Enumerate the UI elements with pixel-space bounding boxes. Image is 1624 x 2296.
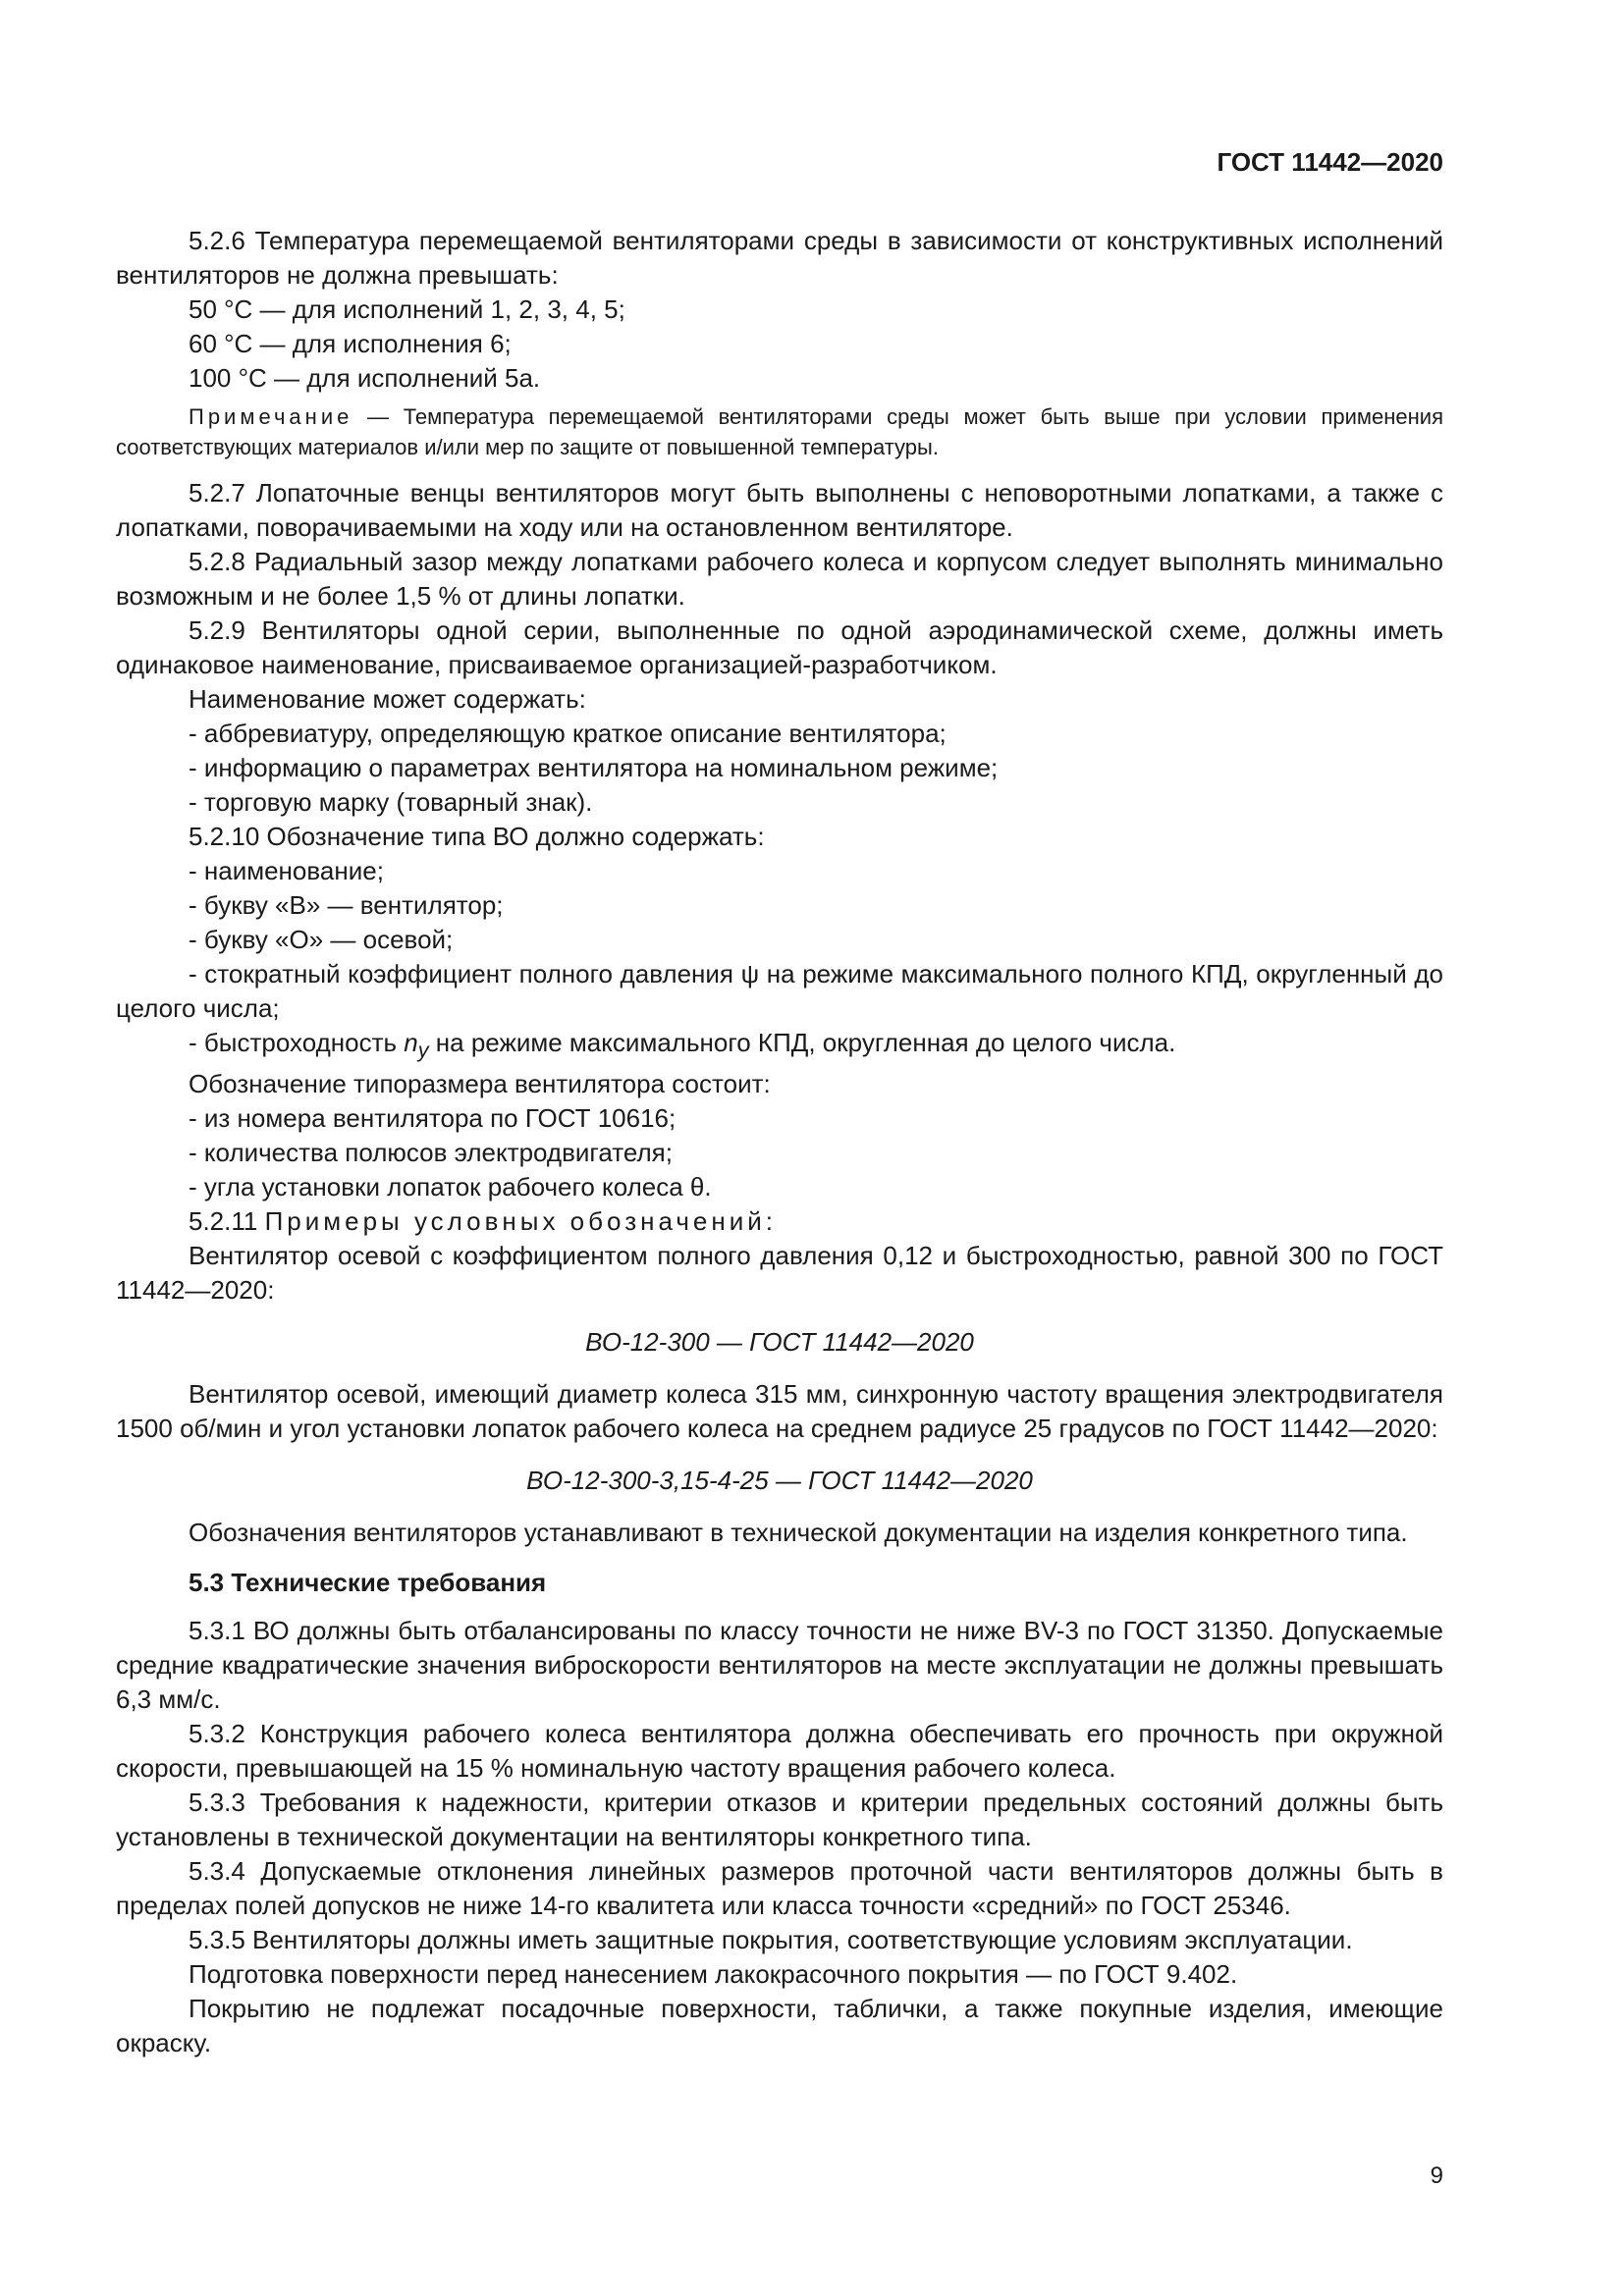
paragraph-5-3-5-exclusions: Покрытию не подлежат посадочные поверхности, таблички, а также покупные изделия, имеющие окраску. [116,1994,1443,2058]
paragraph-5-2-6: 5.2.6 Температура перемещаемой вентиляторами среды в зависимости от конструктивных исполнений вентиляторов не должна превышать: [116,226,1443,290]
paragraph-5-3-5-prep: Подготовка поверхности перед нанесением лакокрасочного покрытия — по ГОСТ 9.402. [189,1959,1238,1990]
paragraph-5-2-7: 5.2.7 Лопаточные венцы вентиляторов могут быть выполнены с неповоротными лопатками, а также с лопатками, поворачиваемыми на ходу или на остановленном вентиляторе. [116,478,1443,542]
paragraph-5-3-4: 5.3.4 Допускаемые отклонения линейных размеров проточной части вентиляторов должны быть в пределах полей допусков не ниже 14-го квалитета или класса точности «средний» по ГОСТ 25346. [116,1856,1443,1921]
paragraph-5-2-9: 5.2.9 Вентиляторы одной серии, выполненные по одной аэродинамической схеме, должны иметь одинаковое наименование, присваиваемое организацией-разработчиком. [116,615,1443,679]
paragraph-5-2-11 [116,1204,1443,1239]
ny-prefix: - быстроходность [189,1028,405,1057]
example-1-text: Вентилятор осевой с коэффициентом полного давления 0,12 и быстроходностью, равной 300 по ГОСТ 11442—2020: [116,1241,1443,1306]
ny-subscript: y [417,1038,429,1063]
list-item: - из номера вентилятора по ГОСТ 10616; [189,1103,677,1134]
example-2-text: Вентилятор осевой, имеющий диаметр колеса 315 мм, синхронную частоту вращения электродвигателя 1500 об/мин и угол установки лопаток рабочего колеса на среднем радиусе 25 градусов по ГОСТ 11442—2020: [116,1379,1443,1444]
list-item: - количества полюсов электродвигателя; [189,1138,673,1168]
section-heading-5-3: 5.3 Технические требования [189,1568,547,1598]
paragraph-5-3-1: 5.3.1 ВО должны быть отбалансированы по классу точности не ниже BV-3 по ГОСТ 31350. Допускаемые средние квадратические значения виброскорости вентиляторов на месте эксплуатации не должны превышать 6,3 мм/с. [116,1616,1443,1715]
paragraph-5-2-8: 5.2.8 Радиальный зазор между лопатками рабочего колеса и корпусом следует выполнять минимально возможным и не более 1,5 % от длины лопатки. [116,547,1443,611]
list-item: - информацию о параметрах вентилятора на номинальном режиме; [189,753,999,782]
page-body [116,224,1443,2060]
note [116,401,1443,462]
list-item: - наименование; [189,856,384,885]
temperature-item: 100 °C — для исполнений 5а. [189,363,541,393]
size-intro: Обозначение типоразмера вентилятора состоит: [189,1069,771,1099]
list-item: - букву «О» — осевой; [189,925,454,954]
paragraph-5-3-3: 5.3.3 Требования к надежности, критерии отказов и критерии предельных состояний должны быть установлены в технической документации на вентиляторы конкретного типа. [116,1788,1443,1852]
examples-label: Примеры условных обозначений: [264,1206,778,1237]
temperature-item: 50 °C — для исполнений 1, 2, 3, 4, 5; [189,294,625,324]
document-code-header: ГОСТ 11442—2020 [1217,147,1443,177]
page-number: 9 [1430,2163,1443,2189]
paragraph-5-3-5: 5.3.5 Вентиляторы должны иметь защитные покрытия, соответствующие условиям эксплуатации. [189,1925,1353,1955]
note-label: Примечание [189,404,353,429]
example-2-code: ВО-12-300-3,15-4-25 — ГОСТ 11442—2020 [526,1466,1033,1496]
paragraph-number: 5.2.11 [189,1206,265,1237]
list-item-psi: - стократный коэффициент полного давления ψ на режиме максимального полного КПД, округленный до целого числа; [116,959,1443,1023]
note-text: — Температура перемещаемой вентиляторами среды может быть выше при условии применения соответствующих материалов и/или мер по защите от повышенной температуры. [116,404,1443,459]
list-item: - торговую марку (товарный знак). [189,787,593,817]
designation-paragraph: Обозначения вентиляторов устанавливают в технической документации на изделия конкретного типа. [189,1518,1408,1548]
paragraph-5-2-10-intro: 5.2.10 Обозначение типа ВО должно содержать: [189,822,765,851]
ny-suffix: на режиме максимального КПД, округленная до целого числа. [428,1028,1176,1057]
list-item: - аббревиатуру, определяющую краткое описание вентилятора; [189,719,947,748]
paragraph-5-3-2: 5.3.2 Конструкция рабочего колеса вентилятора должна обеспечивать его прочность при окружной скорости, превышающей на 15 % номинальную частоту вращения рабочего колеса. [116,1719,1443,1784]
ny-variable: n [404,1028,418,1057]
list-item: - угла установки лопаток рабочего колеса θ. [189,1172,712,1202]
name-intro: Наименование может содержать: [189,684,586,714]
example-1-code: ВО-12-300 — ГОСТ 11442—2020 [585,1327,974,1358]
list-item-ny [116,1026,1443,1067]
temperature-item: 60 °C — для исполнения 6; [189,329,512,358]
list-item: - букву «В» — вентилятор; [189,890,504,920]
